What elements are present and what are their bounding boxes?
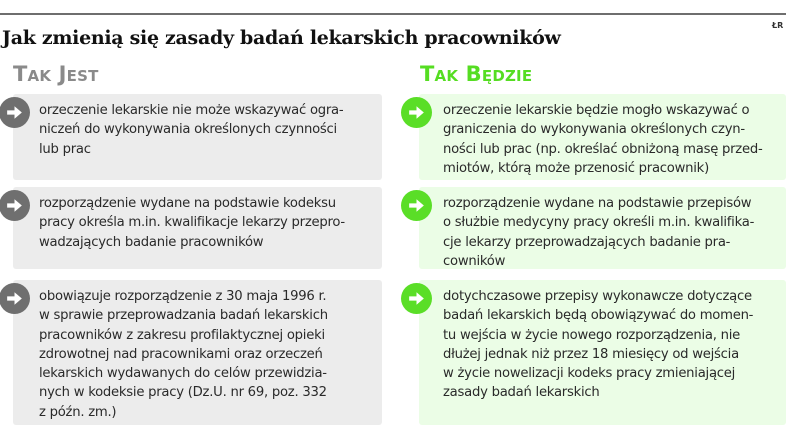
item-text: rozporządzenie wydane na podstawie przepisów o służbie medycyny pracy określi m.in. kwalifika- cje lekarzy przeprowadzających badanie pra- cowników xyxy=(443,196,755,269)
column-heading-future: Tak Będzie xyxy=(420,62,533,86)
item-text: dotychczasowe przepisy wykonawcze dotyczące badań lekarskich będą obowiązywać do momen- tu wejścia w życie nowego rozporządzenia, nie dłużej jednak niż przez 18 miesięcy od wejścia w życie nowelizacji kodeks pracy zmieniającej zasady badań lekarskich xyxy=(443,289,754,401)
list-item xyxy=(419,187,786,269)
author-credit: ŁR xyxy=(772,21,784,30)
page-title: Jak zmienią się zasady badań lekarskich pracowników xyxy=(2,27,561,49)
list-item xyxy=(13,187,382,269)
arrow-right-icon xyxy=(0,190,30,221)
arrow-right-icon xyxy=(401,283,432,314)
list-item xyxy=(13,94,382,180)
arrow-right-icon xyxy=(0,283,30,314)
list-item xyxy=(13,280,382,425)
arrow-right-icon xyxy=(0,97,30,128)
list-item xyxy=(419,280,786,425)
arrow-right-icon xyxy=(401,97,432,128)
arrow-right-icon xyxy=(401,190,432,221)
list-item xyxy=(419,94,786,180)
item-text: obowiązuje rozporządzenie z 30 maja 1996 r. w sprawie przeprowadzania badań lekarskich pracowników z zakresu profilaktycznej opieki zdrowotnej nad pracownikami oraz orzeczeń lekarskich wydawanych do celów przewidzia- nych w kodeksie pracy (Dz.U. nr 69, poz. 332 z późn. zm.) xyxy=(39,289,328,420)
column-heading-current: Tak Jest xyxy=(13,62,99,86)
item-text: rozporządzenie wydane na podstawie kodeksu pracy określa m.in. kwalifikacje lekarzy przepro- wadzających badanie pracowników xyxy=(39,196,345,250)
item-text: orzeczenie lekarskie nie może wskazywać ogra- niczeń do wykonywania określonych czynności lub prac xyxy=(39,103,344,157)
item-text: orzeczenie lekarskie będzie mogło wskazywać o graniczenia do wykonywania określonych czyn- ności lub prac (np. określać obniżoną masę przed- miotów, którą może przenosić pracownik) xyxy=(443,103,763,176)
top-rule xyxy=(0,13,786,15)
